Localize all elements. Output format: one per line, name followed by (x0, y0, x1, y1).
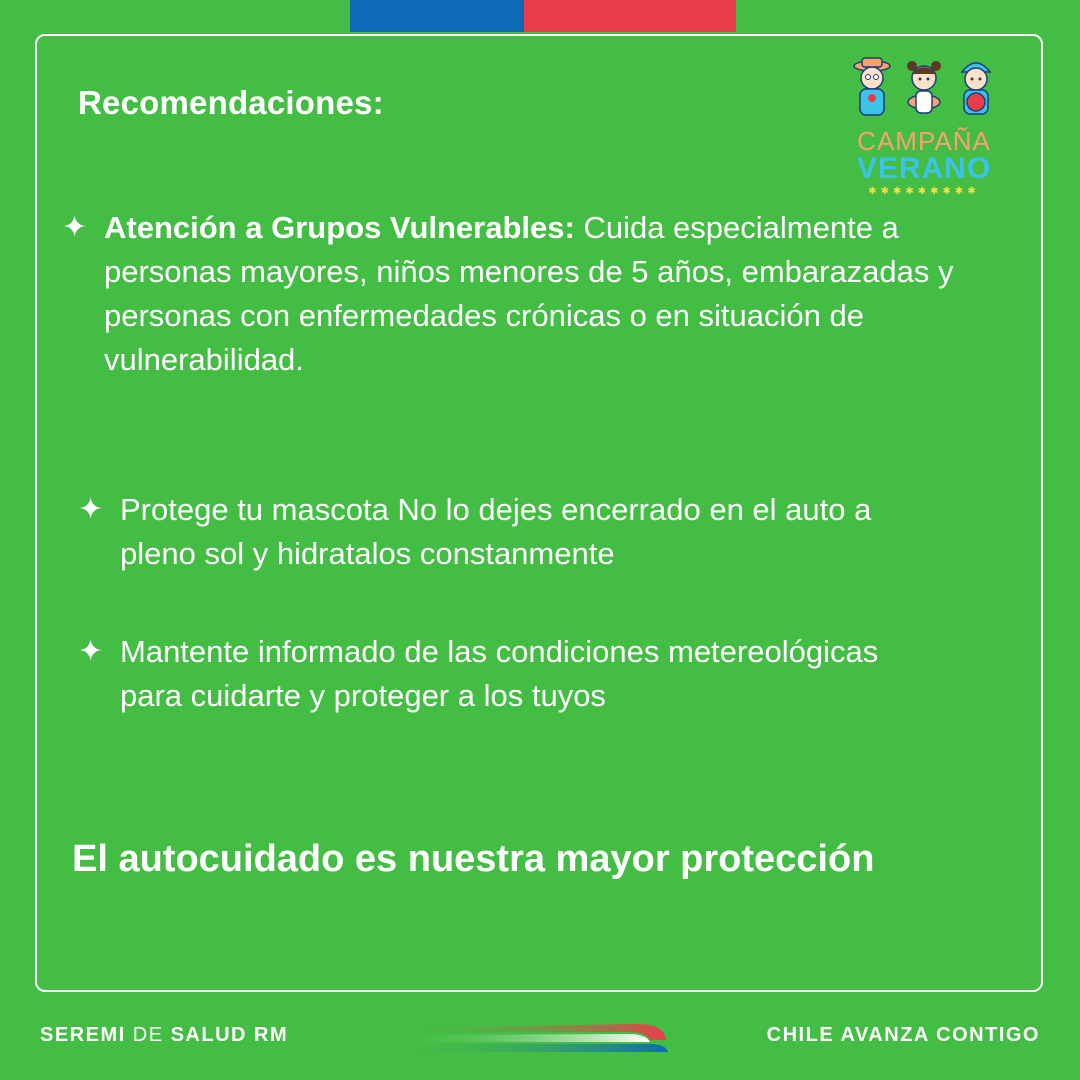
tagline: El autocuidado es nuestra mayor protección (72, 838, 875, 880)
flag-red-stripe (524, 0, 736, 32)
recommendation-text: Protege tu mascota No lo dejes encerrado en el auto a pleno sol y hidratalos constanmente (120, 492, 872, 571)
campaign-logo (844, 56, 1004, 206)
girl-character-icon (902, 56, 946, 118)
recommendation-text: Mantente informado de las condiciones metereológicas para cuidarte y proteger a los tuyos (120, 634, 879, 713)
footer-slogan: CHILE AVANZA CONTIGO (766, 1024, 1040, 1046)
footer-organization (40, 1024, 288, 1047)
recommendation-body: Cuida especialmente a personas mayores, niños menores de 5 años, embarazadas y personas con enfermedades crónicas o en situación de vulnerabilidad. (104, 210, 954, 377)
org-seremi: SEREMI (40, 1024, 126, 1046)
recommendation-text (104, 206, 964, 382)
logo-characters (844, 56, 1004, 118)
org-salud-rm: SALUD RM (170, 1024, 289, 1046)
logo-summer-text: VERANO (856, 152, 992, 185)
logo-decoration: ✱✱✱✱✱✱✱✱✱ (868, 186, 980, 197)
flag-blue-stripe (350, 0, 524, 32)
org-de: DE (125, 1024, 171, 1046)
sparkle-bullet-icon: ✦ (78, 493, 104, 526)
sparkle-bullet-icon: ✦ (78, 635, 104, 668)
page-title: Recomendaciones: (78, 84, 384, 121)
sparkle-bullet-icon: ✦ (62, 211, 88, 244)
logo-campaign-text: CAMPAÑA (857, 126, 991, 156)
recommendation-title: Atención a Grupos Vulnerables: (104, 210, 575, 245)
boy-character-icon (954, 56, 998, 118)
government-swoosh-logo (388, 1018, 670, 1058)
grandfather-character-icon (850, 56, 894, 118)
flag-bar (350, 0, 736, 32)
